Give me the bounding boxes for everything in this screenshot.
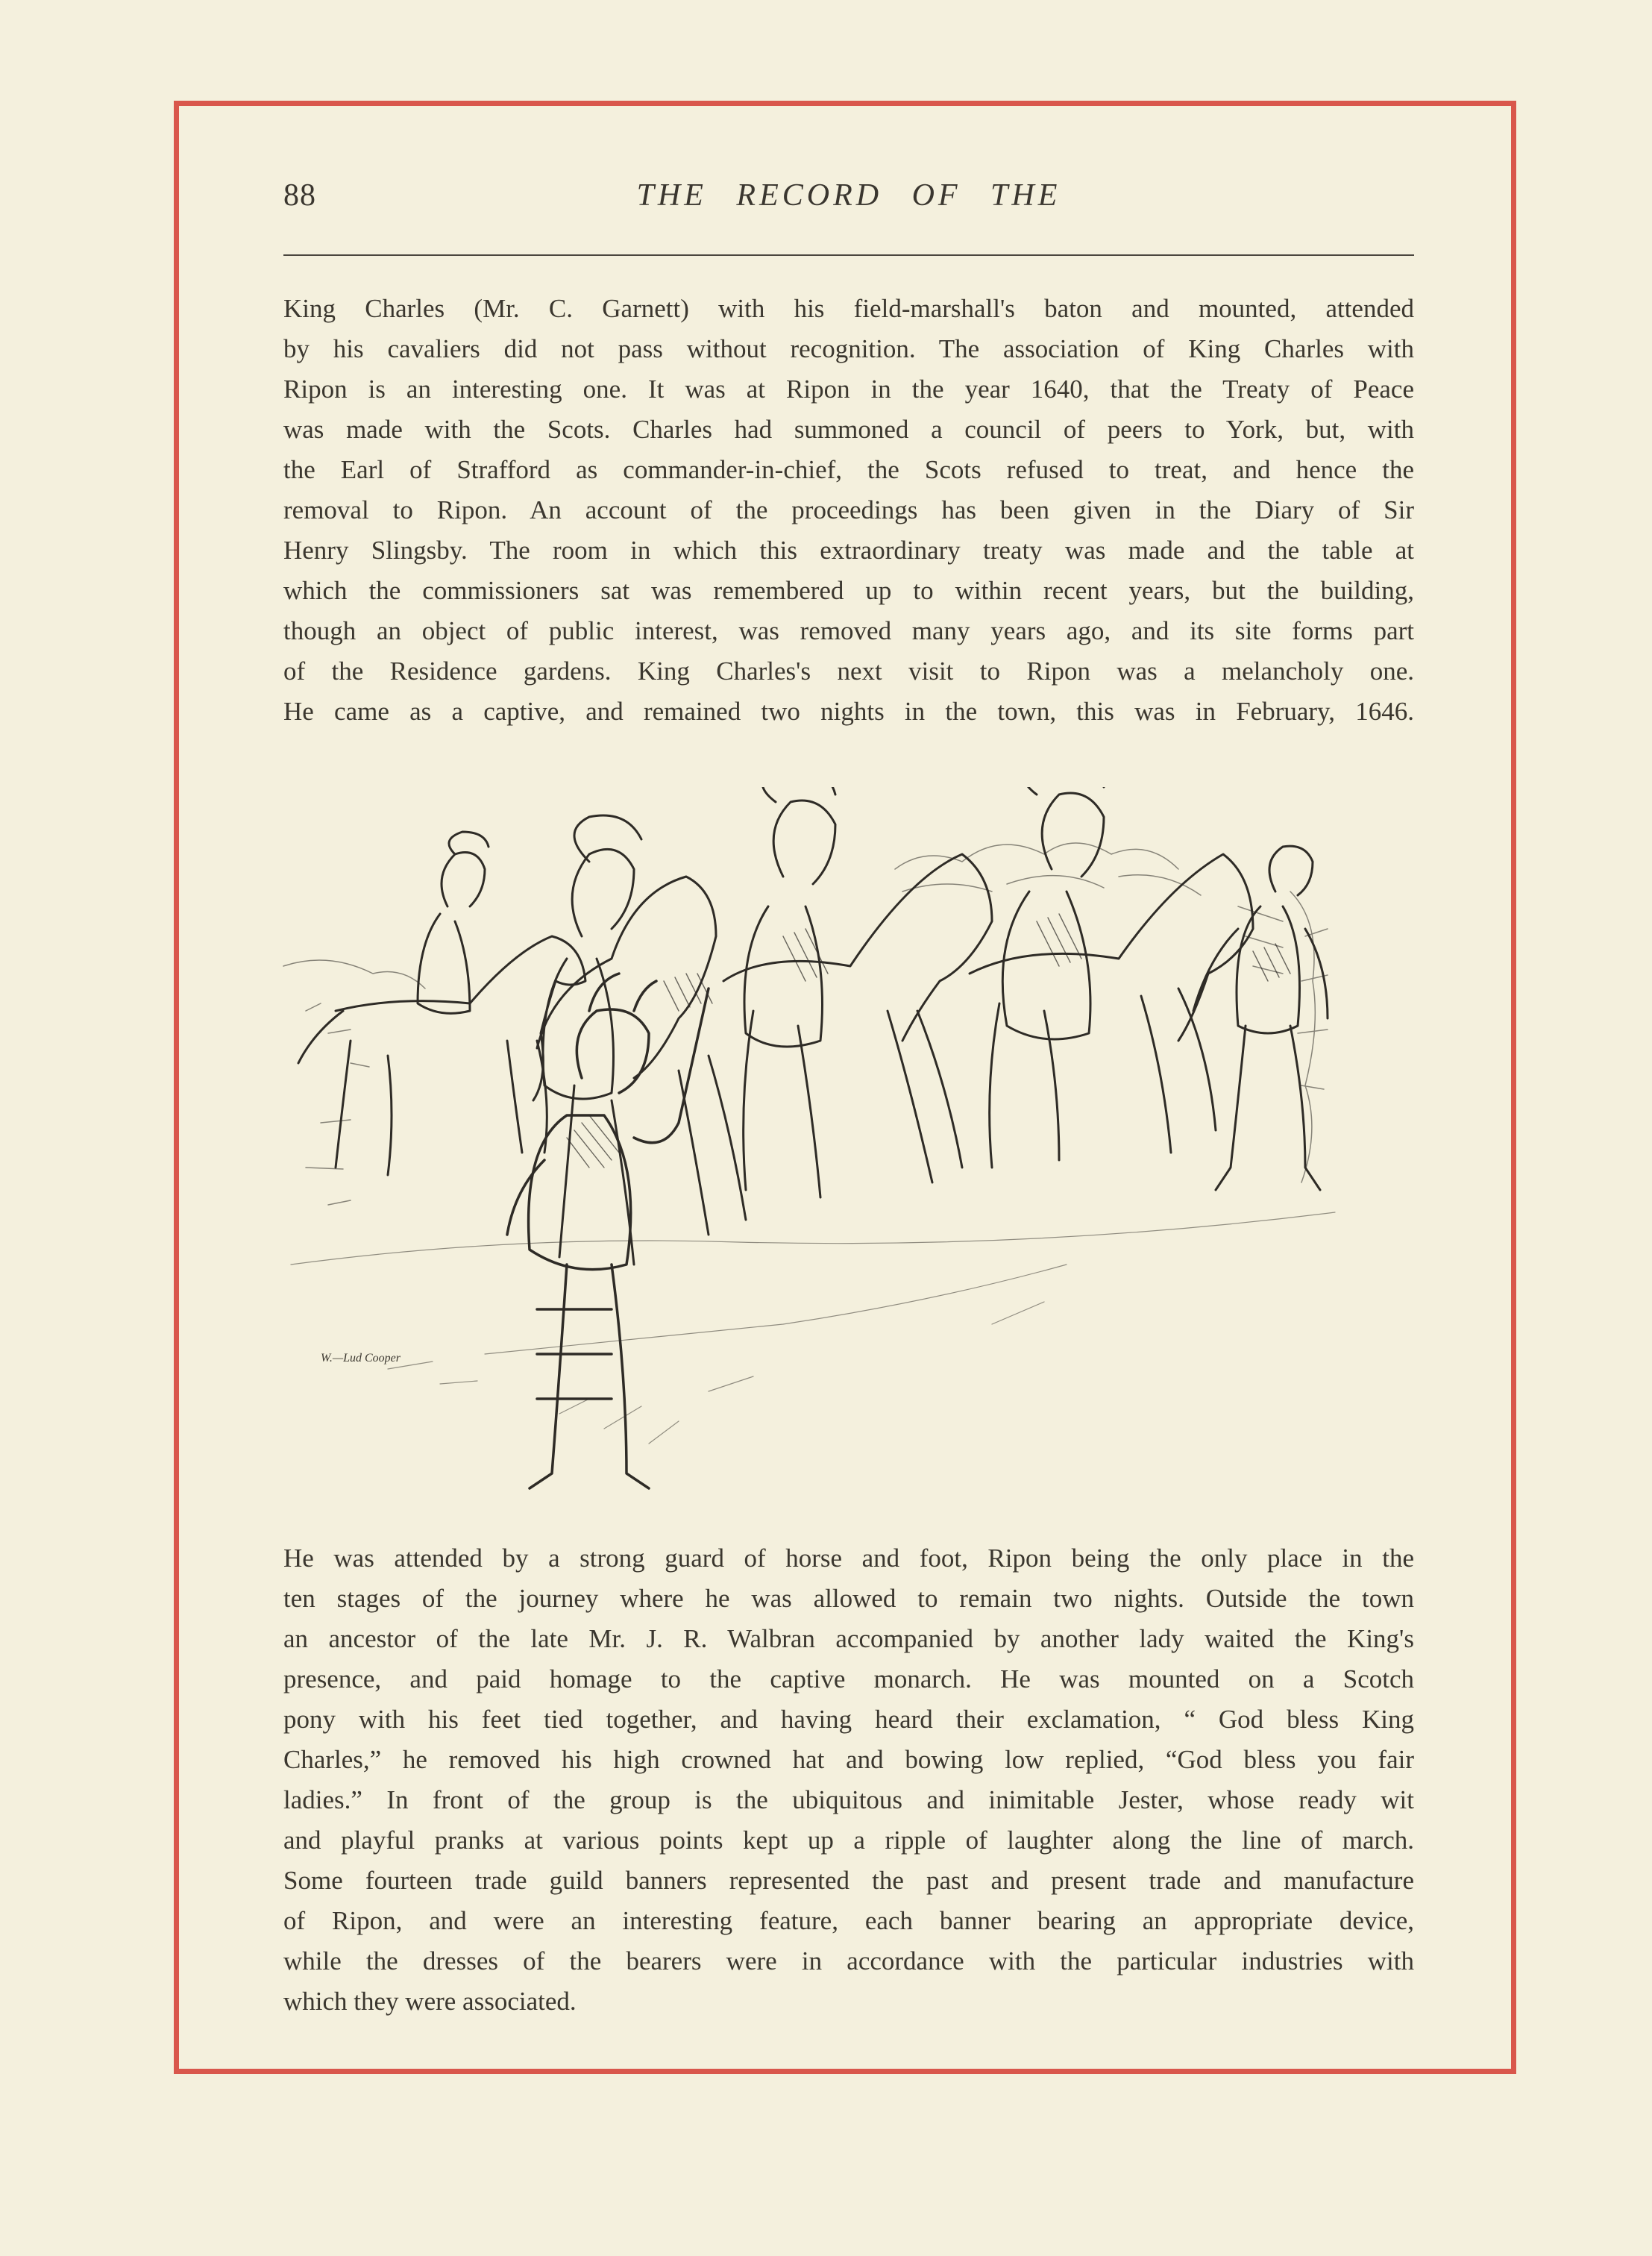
text-line: by his cavaliers did not pass without recognition. The association of King Charles with [283,334,1414,363]
paragraph-1 [283,289,1414,732]
text-line: which the commissioners sat was remembered up to within recent years, but the building, [283,576,1414,605]
text-line: while the dresses of the bearers were in accordance with the particular industries with [283,1946,1414,1975]
text-line: was made with the Scots. Charles had summoned a council of peers to York, but, with [283,415,1414,444]
text-line: presence, and paid homage to the captive monarch. He was mounted on a Scotch [283,1664,1414,1693]
rider-1-horse [298,832,585,1175]
artist-signature: W.—Lud Cooper [321,1352,401,1364]
running-title: THE RECORD OF THE [636,178,1061,213]
text-line: the Earl of Strafford as commander-in-chief, the Scots refused to treat, and hence the [283,455,1414,484]
king-rider-horse [723,787,992,1197]
rider-2-horse [537,815,746,1265]
text-line: pony with his feet tied together, and having heard their exclamation, “ God bless King [283,1705,1414,1734]
text-line: He came as a captive, and remained two nights in the town, this was in February, 1646. [283,697,1414,726]
text-line: Henry Slingsby. The room in which this extraordinary treaty was made and the table at [283,536,1414,565]
text-line: Some fourteen trade guild banners represented the past and present trade and manufacture [283,1866,1414,1895]
paragraph-2 [283,1538,1414,2022]
text-line: ten stages of the journey where he was allowed to remain two nights. Outside the town [283,1584,1414,1613]
engraving-drawing [261,787,1425,1518]
walking-soldier [1193,846,1328,1190]
header-rule [283,254,1414,256]
text-line: Ripon is an interesting one. It was at Ripon in the year 1640, that the Treaty of Peace [283,375,1414,404]
text-line: King Charles (Mr. C. Garnett) with his field-marshall's baton and mounted, attended [283,294,1414,323]
page-number: 88 [283,178,316,213]
rider-4-horse [970,787,1253,1168]
text-line: Charles,” he removed his high crowned hat and bowing low replied, “God bless you fair [283,1745,1414,1774]
text-line: which they were associated. [283,1987,577,2016]
text-line: of the Residence gardens. King Charles's next visit to Ripon was a melancholy one. [283,657,1414,686]
text-line: of Ripon, and were an interesting feature, each banner bearing an appropriate device, [283,1906,1414,1935]
page-header [283,178,1414,222]
text-line: an ancestor of the late Mr. J. R. Walbran accompanied by another lady waited the King's [283,1624,1414,1653]
text-line: He was attended by a strong guard of horse and foot, Ripon being the only place in the [283,1544,1414,1573]
ground-lines [291,1212,1335,1444]
text-line: and playful pranks at various points kept up a ripple of laughter along the line of march. [283,1826,1414,1855]
text-line: though an object of public interest, was removed many years ago, and its site forms part [283,616,1414,645]
text-line: removal to Ripon. An account of the proceedings has been given in the Diary of Sir [283,495,1414,524]
text-line: ladies.” In front of the group is the ubiquitous and inimitable Jester, whose ready wit [283,1785,1414,1814]
jester-figure [507,974,709,1488]
cavalier-procession-illustration [261,787,1425,1518]
